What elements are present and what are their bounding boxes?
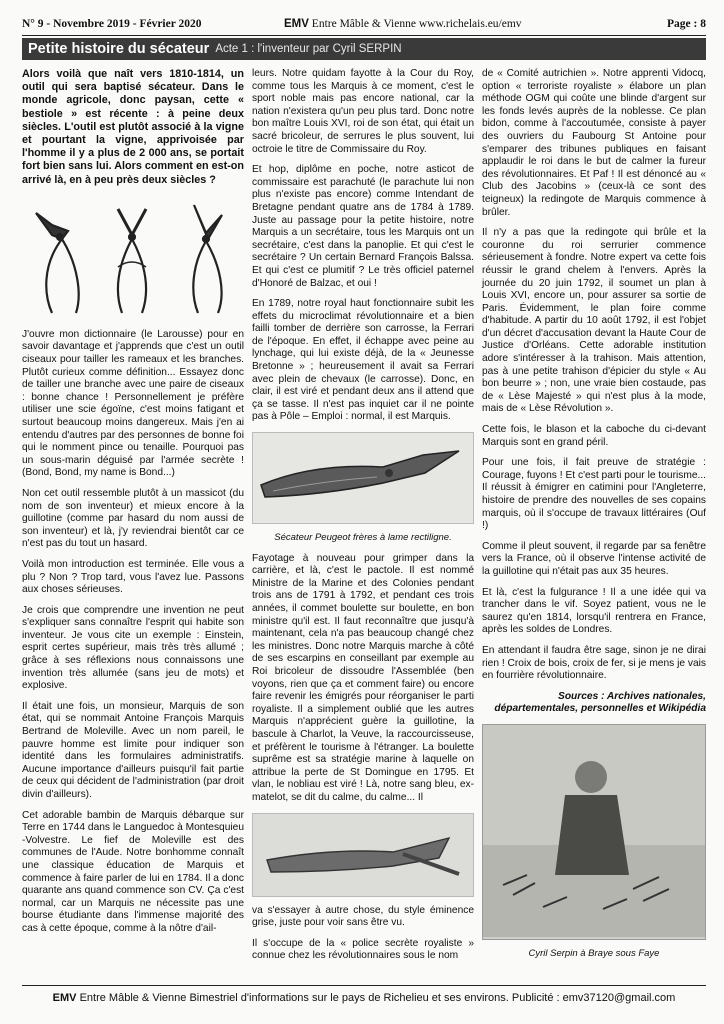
paragraph: Cette fois, le blason et la caboche du ci-devant Marquis sont en grand péril. bbox=[482, 424, 706, 448]
author-photo bbox=[482, 724, 706, 940]
paragraph: Pour une fois, il fait preuve de stratégie : Courage, fuyons ! Et c'est parti pour le tourisme... Il réussit à émigrer en catimini pour l'Angleterre, histoire de prendre des nouvelles de ses copains marquis, où il s'occupe de travaux littéraires (Ouf !) bbox=[482, 457, 706, 532]
photo-caption: Cyril Serpin à Braye sous Faye bbox=[528, 947, 660, 959]
paragraph: En attendant il faudra être sage, sinon je ne dirai rien ! Croix de bois, croix de fer, si je mens je vais en fourrière révolutionnaire. bbox=[482, 644, 706, 682]
paragraph: Il n'y a pas que la redingote qui brûle et la couronne du roi serrurier commence sérieusement à fondre. Notre expert va cette fois réussir le grand chelem à l'envers. Après la journée du 20 juin 1792, il soumet un plan à Louis XVI, encore un, pour assurer sa sortie de Paris. Évidemment, le plan foire comme d'habitude. A partir du 10 août 1792, il est l'objet d'un décret d'accusation devant la Haute Cour de Justice d'Orléans. Cette adorable institution adore s'intéresser à la trahison. Mais attention, pas à une petite trahison d'épicier du style « Au bon beurre » ; non, une vraie bien costaude, pas de « Lèse Majesté » qui n'est plus à la mode, mais de « Lèse Révolution ». bbox=[482, 227, 706, 415]
page-footer bbox=[22, 992, 706, 1004]
lead-paragraph: Alors voilà que naît vers 1810-1814, un outil qui sera baptisé sécateur. Dans le monde agricole, donc paysan, cette « bestiole » est récente : à peine deux siècles. L'outil est plutôt associé à la vigne et pourtant la vigne, apprivoisée par l'homme il y a plus de 2 000 ans, se portait fort bien sans lui. Alors comment en est-on arrivé là, en à peu près deux siècles ? bbox=[22, 68, 244, 186]
paragraph: Non cet outil ressemble plutôt à un massicot (du nom de son inventeur) et mieux encore à la guillotine (comme par hasard du nom aussi de son inventeur) et là, j'y reviendrai bientôt car ce n'est pas du tout un hasard. bbox=[22, 487, 244, 550]
page-header bbox=[22, 16, 706, 34]
footer-text: Entre Mâble & Vienne Bimestriel d'informations sur le pays de Richelieu et ses environs. Publicité : emv37120@gmail.com bbox=[76, 992, 676, 1004]
author-photo-drawing bbox=[483, 725, 705, 937]
paragraph: En 1789, notre royal haut fonctionnaire subit les effets du microclimat révolutionnaire et a bien failli tomber de derrière son carrosse, la Ferrari de l'époque. En effet, il échappe avec peine au lynchage, qui lui existe déjà, de la « Jeunesse Bretonne » ; heureusement il avait sa Ferrari avec plein de chevaux (le carrosse). Donc, en clair, il est viré et pendant deux ans il attend que ça se tasse. Il n'est pas inquiet car il ne pointe pas à Pôle – Emploi : normal, il est Marquis. bbox=[252, 298, 474, 423]
column-2 bbox=[252, 68, 474, 971]
masthead bbox=[284, 18, 522, 30]
column-1 bbox=[22, 68, 244, 944]
paragraph: Il s'occupe de la « police secrète royaliste » connue chez les révolutionnaires sous le nom bbox=[252, 937, 474, 962]
paragraph: Il était une fois, un monsieur, Marquis de son état, qui se nommait Antoine François Marquis Bertrand de Moleville. Avec un nom pareil, le pauvre homme est limite pour indiquer son identité dans les formulaires administratifs. Aucune importance d'ailleurs puisqu'il fait partie de ceux qui décident de l'administration (par droit divin d'ailleurs). bbox=[22, 700, 244, 801]
paragraph: Et hop, diplôme en poche, notre asticot de commissaire est parachuté (le parachute lui non plus n'existe pas encore) comme Intendant de Bretagne pendant quatre ans de 1784 à 1789. Juste au passage pour la petite histoire, notre Marquis a un secrétaire, tous les Marquis ont un secrétaire, c'est dans la panoplie. Et qui c'est le secrétaire ? Un certain Bernard François Balssa. Et qui c'est ce plumitif ? Le très officiel paternel d'Honoré de Balzac, et oui ! bbox=[252, 164, 474, 289]
paragraph: Je crois que comprendre une invention ne peut s'expliquer sans connaître l'esprit qui habite son inventeur. Je vous cite un exemple : Einstein, esprit certes supérieur, mais très très allumé ; grâce à ses réflexions nous connaissons une invention très allumée (sans jeu de mots) et explosive. bbox=[22, 604, 244, 692]
paragraph: Cet adorable bambin de Marquis débarque sur Terre en 1744 dans le Languedoc à Montesquieu -Volvestre. Le fief de Moleville est des communes de l'Aude. Notre bonhomme connaît une classique éducation de Marquis et commence à faire parler de lui en 1784. Il a donc quarante ans quand commence son CV. Ça c'est normal, car un Marquis ne nécessite pas une bourse étudiante dans l'immense majorité des cas à cette époque, comme à la nôtre d'ail- bbox=[22, 809, 244, 934]
article-title: Petite histoire du sécateur bbox=[28, 41, 210, 57]
photo-caption: Sécateur Peugeot frères à lame rectiligne. bbox=[274, 532, 452, 544]
tool-photo-drawing bbox=[253, 814, 473, 894]
article-subtitle: Acte 1 : l'inventeur par Cyril SERPIN bbox=[215, 43, 402, 55]
header-divider bbox=[22, 35, 706, 36]
secateur-photo bbox=[252, 813, 474, 897]
secateur-photo-drawing bbox=[253, 433, 473, 521]
pruning-shears-illustration bbox=[22, 195, 244, 321]
column-3 bbox=[482, 68, 706, 969]
paragraph: Et là, c'est la fulgurance ! Il a une idée qui va trancher dans le vif. Soyez patient, vous ne le saurez qu'en 1814, lorsqu'il rentrera en France, après les soldes de Londres. bbox=[482, 586, 706, 636]
paragraph: de « Comité autrichien ». Notre apprenti Vidocq, option « terroriste royaliste » élabore un plan méthode OGM qui coûte une blinde d'argent sur les fonds levés auprès de la noblesse. Ce plan bidon, comme à l'accoutumée, consiste à payer des ouvriers du Faubourg St Antoine pour s'emparer des tribunes publiques en faisant applaudir le roi dans le but de calmer la fureur des révolutionnaires. Et Paf ! Il est dénoncé au « Club des Jacobins » (ceux-là ce sont des teigneux) la redingote de Marquis commence à brûler. bbox=[482, 68, 706, 218]
peugeot-secateur-photo bbox=[252, 432, 474, 524]
paragraph: Fayotage à nouveau pour grimper dans la carrière, et là, c'est le pactole. Il est nommé Ministre de la Marine et des Colonies pendant trois ans de 1791 à 1792, et pendant ces trois années, il commet boulette sur boulette, en bon ministre qu'il est. Il faut reconnaître que jusqu'à maintenant, cela n'a pas beaucoup changé chez les ministres. Donc notre Marquis marche à côté de ses escarpins en conseillant par exemple au Roi bricoleur de dissoudre l'Assemblée (ben voyons, rien que ça et comment faire) ou encore faire revenir les émigrés pour réorganiser le parti royaliste. Il a simplement oublié que les autres Marquis n'apprécient guère la guillotine, la bascule à Charlot, la Veuve, la raccourcisseuse, et préfèrent le tourisme à l'étranger. La boulette suprême est sa stratégie marine à laquelle on attribue la perte de St Domingue en 1795. Et vlan, le nobliau est viré ! Là, notre sang bleu, ex-matelot, se dit du calme, du calme... Il bbox=[252, 552, 474, 803]
issue-number: N° 9 - Novembre 2019 - Février 2020 bbox=[22, 18, 202, 30]
paragraph: va s'essayer à autre chose, du style éminence grise, juste pour voir sans être vu. bbox=[252, 904, 474, 929]
paragraph: leurs. Notre quidam fayotte à la Cour du Roy, comme tous les Marquis à ce moment, c'est le sport noble mais pas encore national, car la nation n'existera qu'un peu plus tard. Donc notre bon maître Louis XVI, roi de son état, qui était un sacré bricoleur, de serrures le plus souvent, lui octroie le titre de Commissaire du Roy. bbox=[252, 68, 474, 155]
sources-note: Sources : Archives nationales, départementales, personnelles et Wikipédia bbox=[494, 690, 706, 715]
footer-divider bbox=[22, 985, 706, 986]
article-title-bar bbox=[22, 38, 706, 60]
paragraph: Voilà mon introduction est terminée. Elle vous a plu ? Non ? Trop tard, vous l'avez lue. Passons aux choses sérieuses. bbox=[22, 558, 244, 596]
paragraph: Comme il pleut souvent, il regarde par sa fenêtre vers la France, où il observe l'intense activité de la guillotine qui n'était pas aux 35 heures. bbox=[482, 540, 706, 577]
page-number: Page : 8 bbox=[667, 18, 706, 30]
masthead-brand: EMV bbox=[284, 18, 309, 30]
masthead-text: Entre Mâble & Vienne www.richelais.eu/emv bbox=[308, 18, 522, 30]
paragraph: J'ouvre mon dictionnaire (le Larousse) pour en savoir davantage et j'apprends que c'est un outil ciseaux pour tailler les rameaux et les branches. Plutôt curieux comme définition... Essayez donc de tailler une branche avec une paire de ciseaux : bonne chance ! Personnellement je préfère utiliser une scie égoïne, c'est moins fatigant et surtout beaucoup moins dangereux. Mais j'en ai entendu d'autres par des personnes de bonne foi qui le nomment pince ou tenaille. Pourquoi pas un sous-marin déguisé par l'armée secrète ! (Bond, Bond, my name is Bond...) bbox=[22, 328, 244, 479]
shears-drawing bbox=[22, 195, 244, 321]
footer-brand: EMV bbox=[52, 992, 77, 1004]
